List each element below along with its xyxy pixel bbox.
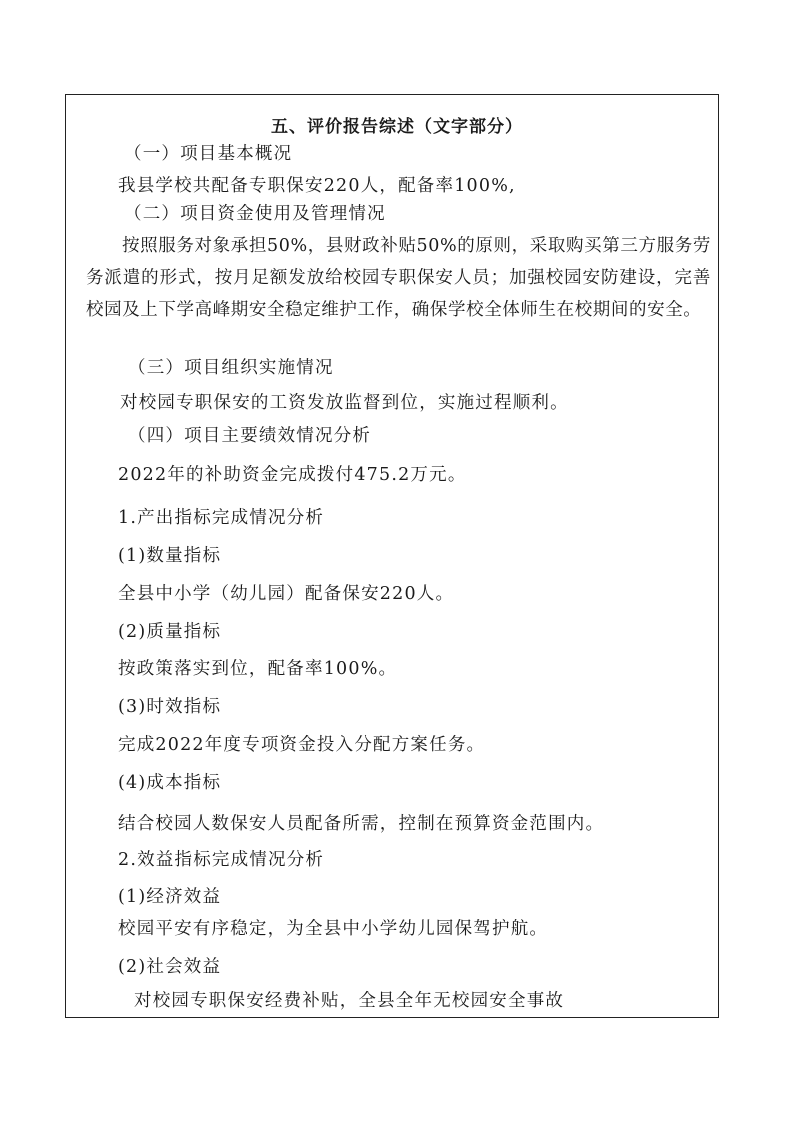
- section2-heading: （二）项目资金使用及管理情况: [124, 204, 386, 224]
- economic-benefit-heading: (1)经济效益: [118, 887, 222, 907]
- cost-text: 结合校园人数保安人员配备所需，控制在预算资金范围内。: [118, 814, 605, 834]
- section1-heading: （一）项目基本概况: [124, 144, 293, 164]
- section2-paragraph: 按照服务对象承担50%，县财政补贴50%的原则，采取购买第三方服务劳务派遣的形式，按月足额发放给校园专职保安人员；加强校园安防建设，完善校园及上下学高峰期安全稳定维护工作，确保学校全体师生在校期间的安全。: [86, 236, 711, 320]
- quantity-heading: (1)数量指标: [118, 546, 222, 566]
- benefit-indicators-heading: 2.效益指标完成情况分析: [118, 850, 325, 870]
- quantity-text: 全县中小学（幼儿园）配备保安220人。: [118, 584, 455, 604]
- economic-benefit-text: 校园平安有序稳定，为全县中小学幼儿园保驾护航。: [118, 919, 549, 939]
- quality-text: 按政策落实到位，配备率100%。: [118, 659, 398, 679]
- social-benefit-heading: (2)社会效益: [118, 957, 222, 977]
- output-indicators-heading: 1.产出指标完成情况分析: [118, 508, 325, 528]
- section3-text: 对校园专职保安的工资发放监督到位，实施过程顺利。: [120, 393, 569, 413]
- section3-heading: （三）项目组织实施情况: [128, 358, 334, 378]
- quality-heading: (2)质量指标: [118, 622, 222, 642]
- section4-heading: （四）项目主要绩效情况分析: [128, 426, 372, 446]
- funding-text: 2022年的补助资金完成拨付475.2万元。: [118, 465, 467, 485]
- timeliness-text: 完成2022年度专项资金投入分配方案任务。: [118, 735, 486, 755]
- social-benefit-text: 对校园专职保安经费补贴，全县全年无校园安全事故: [134, 991, 565, 1011]
- section1-text: 我县学校共配备专职保安220人，配备率100%,: [118, 176, 516, 196]
- cost-heading: (4)成本指标: [118, 773, 222, 793]
- page-title: 五、评价报告综述（文字部分）: [271, 117, 523, 137]
- timeliness-heading: (3)时效指标: [118, 697, 222, 717]
